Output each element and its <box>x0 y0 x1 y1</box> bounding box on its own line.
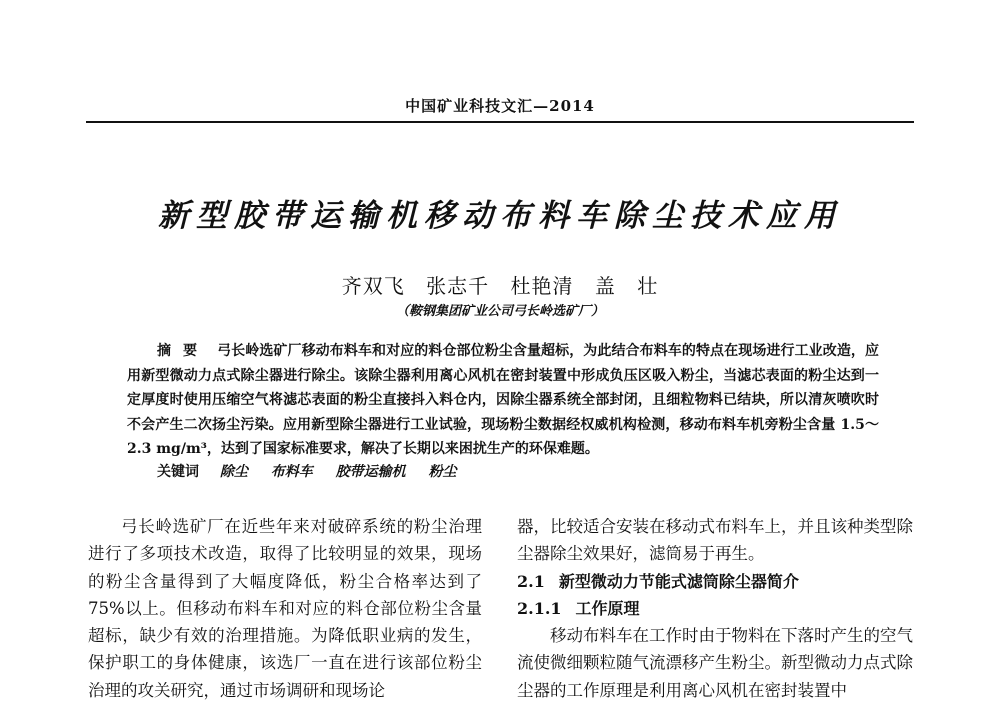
keyword-item: 胶带运输机 <box>335 464 406 480</box>
section-heading-2-1 <box>517 568 913 595</box>
keyword-item: 除尘 <box>219 464 248 480</box>
header-rule <box>86 121 914 123</box>
section-number: 2.1 <box>517 571 545 591</box>
abstract-text: 弓长岭选矿厂移动布料车和对应的料仓部位粉尘含量超标，为此结合布料车的特点在现场进行工业改造，应用新型微动力点式除尘器进行除尘。该除尘器利用离心风机在密封装置中形成负压区吸入粉尘，当滤芯表面的粉尘达到一定厚度时使用压缩空气将滤芯表面的粉尘直接抖入料仓内，因除尘器系统全部封闭，且细粒物料已结块，所以清灰喷吹时不会产生二次扬尘污染。应用新型除尘器进行工业试验，现场粉尘数据经权威机构检测，移动布料车机旁粉尘含量 1.5～2.3 mg/m³，达到了国家标准要求，解决了长期以来困扰生产的环保难题。 <box>127 343 879 457</box>
keyword-item: 布料车 <box>270 464 313 480</box>
abstract <box>127 339 879 462</box>
keywords-label: 关键词 <box>157 464 199 480</box>
author-list: 齐双飞 张志千 杜艳清 盖 壮 <box>341 274 659 298</box>
paper-title: 新型胶带运输机移动布料车除尘技术应用 <box>158 198 842 234</box>
section-title: 工作原理 <box>575 598 640 618</box>
body-paragraph: 移动布料车在工作时由于物料在下落时产生的空气流使微细颗粒随气流漂移产生粉尘。新型微动力点式除尘器的工作原理是利用离心风机在密封装置中 <box>517 626 913 700</box>
keywords <box>157 461 475 481</box>
body-paragraph: 弓长岭选矿厂在近些年来对破碎系统的粉尘治理进行了多项技术改造，取得了比较明显的效果，现场的粉尘含量得到了大幅度降低，粉尘合格率达到了75%以上。但移动布料车和对应的料仓部位粉尘含量超标，缺少有效的治理措施。为降低职业病的发生，保护职工的身体健康，该选厂一直在进行该部位粉尘治理的攻关研究，通过市场调研和现场论 <box>88 517 482 700</box>
body-column-left <box>88 513 482 704</box>
running-head: 中国矿业科技文汇—2014 <box>405 97 595 115</box>
body-column-right <box>517 513 913 704</box>
section-number: 2.1.1 <box>517 598 562 618</box>
section-heading-2-1-1 <box>517 595 913 622</box>
keyword-item: 粉尘 <box>428 464 457 480</box>
body-paragraph: 器，比较适合安装在移动式布料车上，并且该种类型除尘器除尘效果好，滤筒易于再生。 <box>517 517 913 564</box>
section-title: 新型微动力节能式滤筒除尘器简介 <box>558 571 799 591</box>
affiliation: （鞍钢集团矿业公司弓长岭选矿厂） <box>395 304 604 319</box>
abstract-label: 摘要 <box>157 343 209 359</box>
